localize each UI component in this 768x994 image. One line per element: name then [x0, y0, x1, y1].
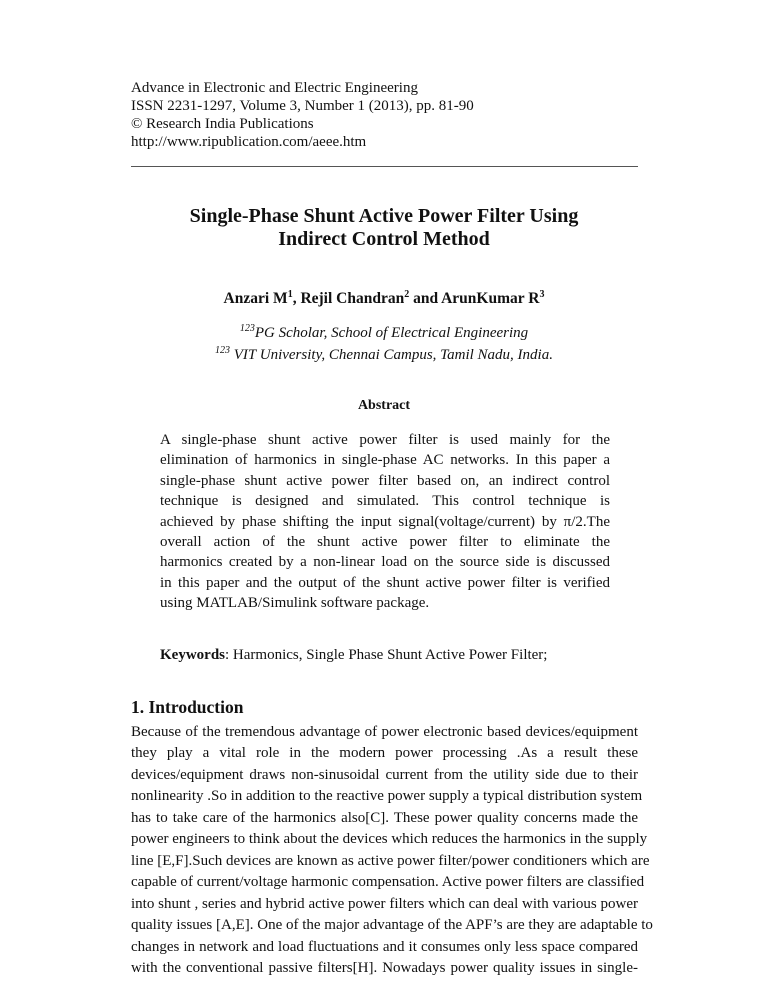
affiliation	[0, 320, 768, 342]
title-line: Single-Phase Shunt Active Power Filter Using	[189, 205, 579, 227]
journal-publisher: © Research India Publications	[131, 116, 314, 132]
journal-name: Advance in Electronic and Electric Engineering	[131, 80, 418, 96]
authors	[0, 289, 768, 308]
text-line: technique is designed and simulated. This control technique is	[160, 493, 610, 510]
aff-text: VIT University, Chennai Campus, Tamil Nadu, India.	[230, 347, 553, 363]
title-line: Indirect Control Method	[278, 228, 490, 250]
keywords-label: Keywords	[160, 647, 225, 663]
section-heading: 1. Introduction	[131, 697, 244, 717]
text-line: using MATLAB/Simulink software package.	[160, 595, 430, 612]
aff-sup: 123	[215, 345, 231, 356]
text-line: with the conventional passive filters[H]. Nowadays power quality issues in single-	[131, 959, 638, 976]
text-line: capable of current/voltage harmonic compensation. Active power filters are classified	[131, 874, 645, 891]
abstract-text	[160, 430, 610, 614]
text-line: they play a vital role in the modern power processing .As a result these	[131, 745, 638, 762]
text-line: has to take care of the harmonics also[C]. These power quality concerns made the	[131, 809, 638, 826]
author: Rejil Chandran	[300, 290, 405, 308]
author-sup: 1	[287, 289, 293, 300]
journal-issn: ISSN 2231-1297, Volume 3, Number 1 (2013), pp. 81-90	[131, 98, 474, 114]
author-sup: 3	[539, 289, 545, 300]
affiliation	[0, 342, 768, 364]
affiliations	[0, 320, 768, 364]
journal-header	[131, 79, 638, 151]
keywords	[160, 647, 547, 664]
text-line: line [E,F].Such devices are known as active power filter/power conditioners which are	[131, 852, 650, 869]
separator: and	[409, 290, 442, 308]
journal-url[interactable]: http://www.ripublication.com/aeee.htm	[131, 134, 367, 150]
text-line: harmonics created by a non-linear load on the source side is discussed	[160, 554, 610, 571]
text-line: devices/equipment draws non-sinusoidal current from the utility side due to their	[131, 766, 638, 783]
text-line: overall action of the shunt active power filter to eliminate the	[160, 534, 610, 551]
abstract-heading: Abstract	[357, 398, 411, 413]
introduction-text	[131, 722, 653, 979]
header-rule	[131, 166, 638, 167]
keywords-text: : Harmonics, Single Phase Shunt Active Power Filter;	[225, 647, 548, 663]
text-line: single-phase shunt active power filter based on, an indirect control	[160, 472, 610, 489]
text-line: in this paper and the output of the shunt active power filter is verified	[160, 574, 610, 591]
text-line: achieved by phase shifting the input signal(voltage/current) by π/2.The	[160, 513, 610, 530]
text-line: A single-phase shunt active power filter is used mainly for the	[160, 432, 610, 448]
paper-title	[0, 205, 768, 251]
author-sup: 2	[404, 289, 410, 300]
author: Anzari M	[223, 290, 288, 308]
text-line: elimination of harmonics in single-phase AC networks. In this paper a	[160, 452, 610, 469]
author: ArunKumar R	[441, 290, 540, 308]
text-line: into shunt , series and hybrid active power filters which can deal with various power	[131, 895, 638, 912]
aff-text: PG Scholar, School of Electrical Engineering	[254, 325, 529, 341]
separator: ,	[292, 290, 301, 308]
text-line: Because of the tremendous advantage of power electronic based devices/equipment	[131, 724, 638, 740]
text-line: changes in network and load fluctuations and it consumes only less space compared	[131, 938, 638, 955]
aff-sup: 123	[239, 323, 255, 334]
text-line: quality issues [A,E]. One of the major advantage of the APF’s are they are adaptable to	[131, 917, 653, 934]
text-line: nonlinearity .So in addition to the reactive power supply a typical distribution system	[131, 788, 643, 805]
text-line: power engineers to think about the devices which reduces the harmonics in the supply	[131, 831, 648, 848]
